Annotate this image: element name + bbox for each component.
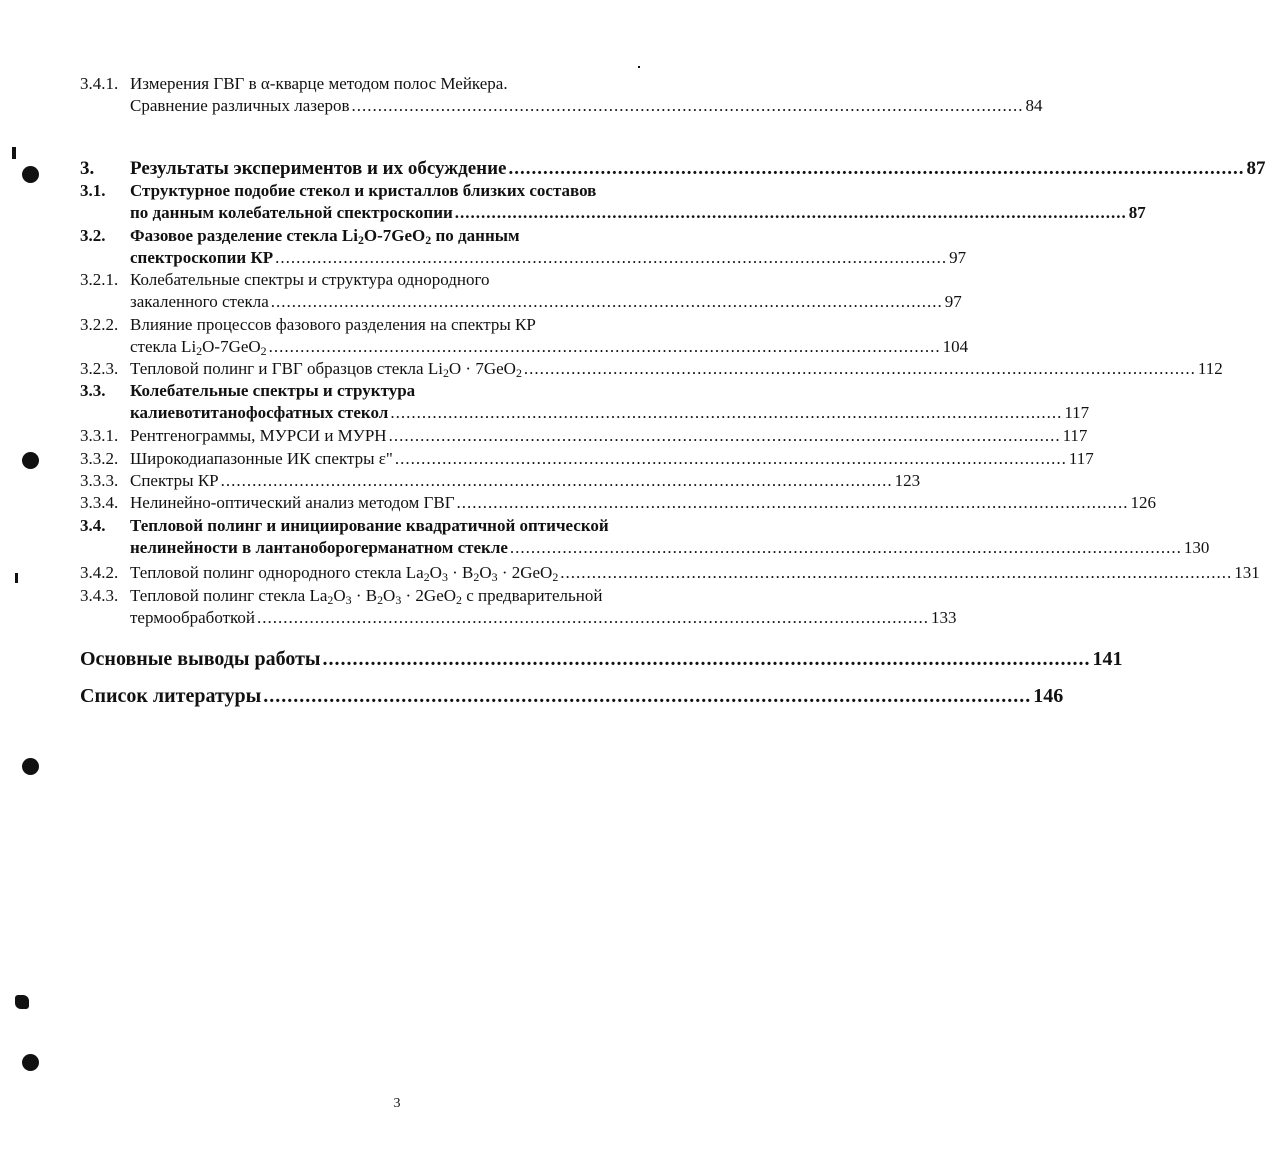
punch-hole-3 xyxy=(22,758,39,775)
toc-entry-3-4-2 xyxy=(80,562,1260,584)
dot-leader: ................................................................................................................................ xyxy=(257,608,930,627)
entry-title: Тепловой полинг стекла $La_2O_3 \cdot B_2O_3 \cdot 2GeO_2$ с предварительной xyxy=(130,586,603,607)
dot-leader: ................................................................................................................................ xyxy=(456,493,1129,512)
dot-leader: ................................................................................................................................ xyxy=(454,203,1127,222)
entry-number: 3.4.1. xyxy=(80,74,119,93)
scan-mark-1 xyxy=(12,147,16,159)
entry-title-cont: термообработкой xyxy=(130,608,256,627)
dot-leader: ................................................................................................................................ xyxy=(388,426,1061,445)
toc-entry-3-3 xyxy=(80,380,1090,424)
entry-title-cont: по данным колебательной спектроскопии xyxy=(130,203,453,222)
entry-title: Основные выводы работы xyxy=(80,648,321,670)
dot-leader: ................................................................................................................................ xyxy=(351,96,1024,115)
entry-page: 146 xyxy=(1033,685,1064,707)
toc-entry-3-2-1 xyxy=(80,269,962,313)
punch-hole-4 xyxy=(22,1054,39,1071)
toc-entry-3-3-2 xyxy=(80,448,1094,470)
dot-leader: ................................................................................................................................ xyxy=(394,449,1067,468)
entry-page: 131 xyxy=(1234,563,1260,582)
entry-title: Тепловой полинг однородного стекла $La_2O_3 \cdot B_2O_3 \cdot 2GeO_2$ xyxy=(130,563,559,584)
entry-title: Результаты экспериментов и их обсуждение xyxy=(130,158,507,179)
punch-hole-1 xyxy=(22,166,39,183)
entry-page: 84 xyxy=(1025,96,1043,115)
scan-mark-4 xyxy=(638,66,640,68)
entry-title-cont: калиевотитанофосфатных стекол xyxy=(130,403,389,422)
entry-title: Измерения ГВГ в α-кварце методом полос Мейкера. xyxy=(130,74,508,93)
toc-entry-3-3-4 xyxy=(80,492,1157,514)
entry-page: 141 xyxy=(1092,648,1123,670)
entry-page: 133 xyxy=(931,608,957,627)
toc-entry-3-4-1 xyxy=(80,73,1043,117)
dot-leader: ................................................................................................................................ xyxy=(275,248,948,267)
dot-leader: ................................................................................................................................ xyxy=(523,359,1196,378)
entry-page: 97 xyxy=(949,248,967,267)
entry-title: Список литературы xyxy=(80,685,262,707)
entry-title: Колебательные спектры и структура xyxy=(130,381,416,400)
entry-number: 3.4. xyxy=(80,516,106,535)
entry-page: 87 xyxy=(1246,158,1265,179)
entry-number: 3.2.2. xyxy=(80,315,119,334)
entry-number: 3.4.2. xyxy=(80,563,119,582)
toc-entry-references xyxy=(80,681,1064,711)
entry-number: 3.3.3. xyxy=(80,471,119,490)
scan-mark-3 xyxy=(15,995,29,1009)
entry-number: 3.2.1. xyxy=(80,270,119,289)
punch-hole-2 xyxy=(22,452,39,469)
toc-entry-3 xyxy=(80,156,1265,182)
entry-page: 117 xyxy=(1062,426,1088,445)
entry-title: Рентгенограммы, МУРСИ и МУРН xyxy=(130,426,387,445)
dot-leader: ................................................................................................................................ xyxy=(268,337,941,356)
entry-title: Колебательные спектры и структура однородного xyxy=(130,270,490,289)
dot-leader: ................................................................................................................................ xyxy=(508,158,1245,179)
entry-title: Широкодиапазонные ИК спектры ε" xyxy=(130,449,393,468)
entry-title-cont: Сравнение различных лазеров xyxy=(130,96,350,115)
entry-page: 87 xyxy=(1128,203,1146,222)
toc-entry-conclusions xyxy=(80,644,1123,674)
toc-entry-3-1 xyxy=(80,180,1146,224)
entry-page: 126 xyxy=(1130,493,1157,512)
entry-page: 97 xyxy=(944,292,962,311)
scan-mark-2 xyxy=(15,573,18,583)
toc-entry-3-4-3 xyxy=(80,585,957,629)
entry-page: 123 xyxy=(894,471,921,490)
entry-page: 117 xyxy=(1064,403,1090,422)
dot-leader: ................................................................................................................................ xyxy=(270,292,943,311)
toc-entry-3-2-2 xyxy=(80,314,969,358)
entry-title: Влияние процессов фазового разделения на спектры КР xyxy=(130,315,536,334)
dot-leader: ................................................................................................................................ xyxy=(263,685,1032,707)
toc-entry-3-3-1 xyxy=(80,425,1088,447)
entry-page: 112 xyxy=(1197,359,1223,378)
entry-title: Спектры КР xyxy=(130,471,219,490)
entry-page: 104 xyxy=(942,337,969,356)
page-number: 3 xyxy=(393,1096,401,1111)
entry-number: 3. xyxy=(80,158,95,179)
entry-title-cont: закаленного стекла xyxy=(130,292,269,311)
toc-entry-3-3-3 xyxy=(80,470,921,492)
entry-number: 3.1. xyxy=(80,181,106,200)
entry-number: 3.4.3. xyxy=(80,586,119,605)
entry-number: 3.3.1. xyxy=(80,426,119,445)
dot-leader: ................................................................................................................................ xyxy=(509,538,1182,557)
entry-title: Структурное подобие стекол и кристаллов близких составов xyxy=(130,181,597,200)
entry-number: 3.3. xyxy=(80,381,106,400)
entry-title: Нелинейно-оптический анализ методом ГВГ xyxy=(130,493,455,512)
dot-leader: ................................................................................................................................ xyxy=(322,648,1091,670)
entry-title: Фазовое разделение стекла $Li_2O-7GeO_2$ по данным xyxy=(130,226,520,247)
entry-title: Тепловой полинг и ГВГ образцов стекла $Li_2O \cdot 7GeO_2$ xyxy=(130,359,522,380)
entry-number: 3.3.2. xyxy=(80,449,119,468)
entry-page: 130 xyxy=(1183,538,1210,557)
entry-number: 3.3.4. xyxy=(80,493,119,512)
entry-title-cont: спектроскопии КР xyxy=(130,248,274,267)
dot-leader: ................................................................................................................................ xyxy=(390,403,1063,422)
dot-leader: ................................................................................................................................ xyxy=(220,471,893,490)
entry-page: 117 xyxy=(1068,449,1094,468)
toc-entry-3-2-3 xyxy=(80,358,1223,380)
toc-entry-3-4 xyxy=(80,515,1210,559)
toc-entry-3-2 xyxy=(80,225,967,269)
entry-title-cont: нелинейности в лантаноборогерманатном стекле xyxy=(130,538,508,557)
entry-number: 3.2.3. xyxy=(80,359,119,378)
entry-title-cont: стекла $Li_2O-7GeO_2$ xyxy=(130,337,267,358)
dot-leader: ................................................................................................................................ xyxy=(560,563,1233,582)
entry-title: Тепловой полинг и инициирование квадратичной оптической xyxy=(130,516,609,535)
entry-number: 3.2. xyxy=(80,226,106,245)
